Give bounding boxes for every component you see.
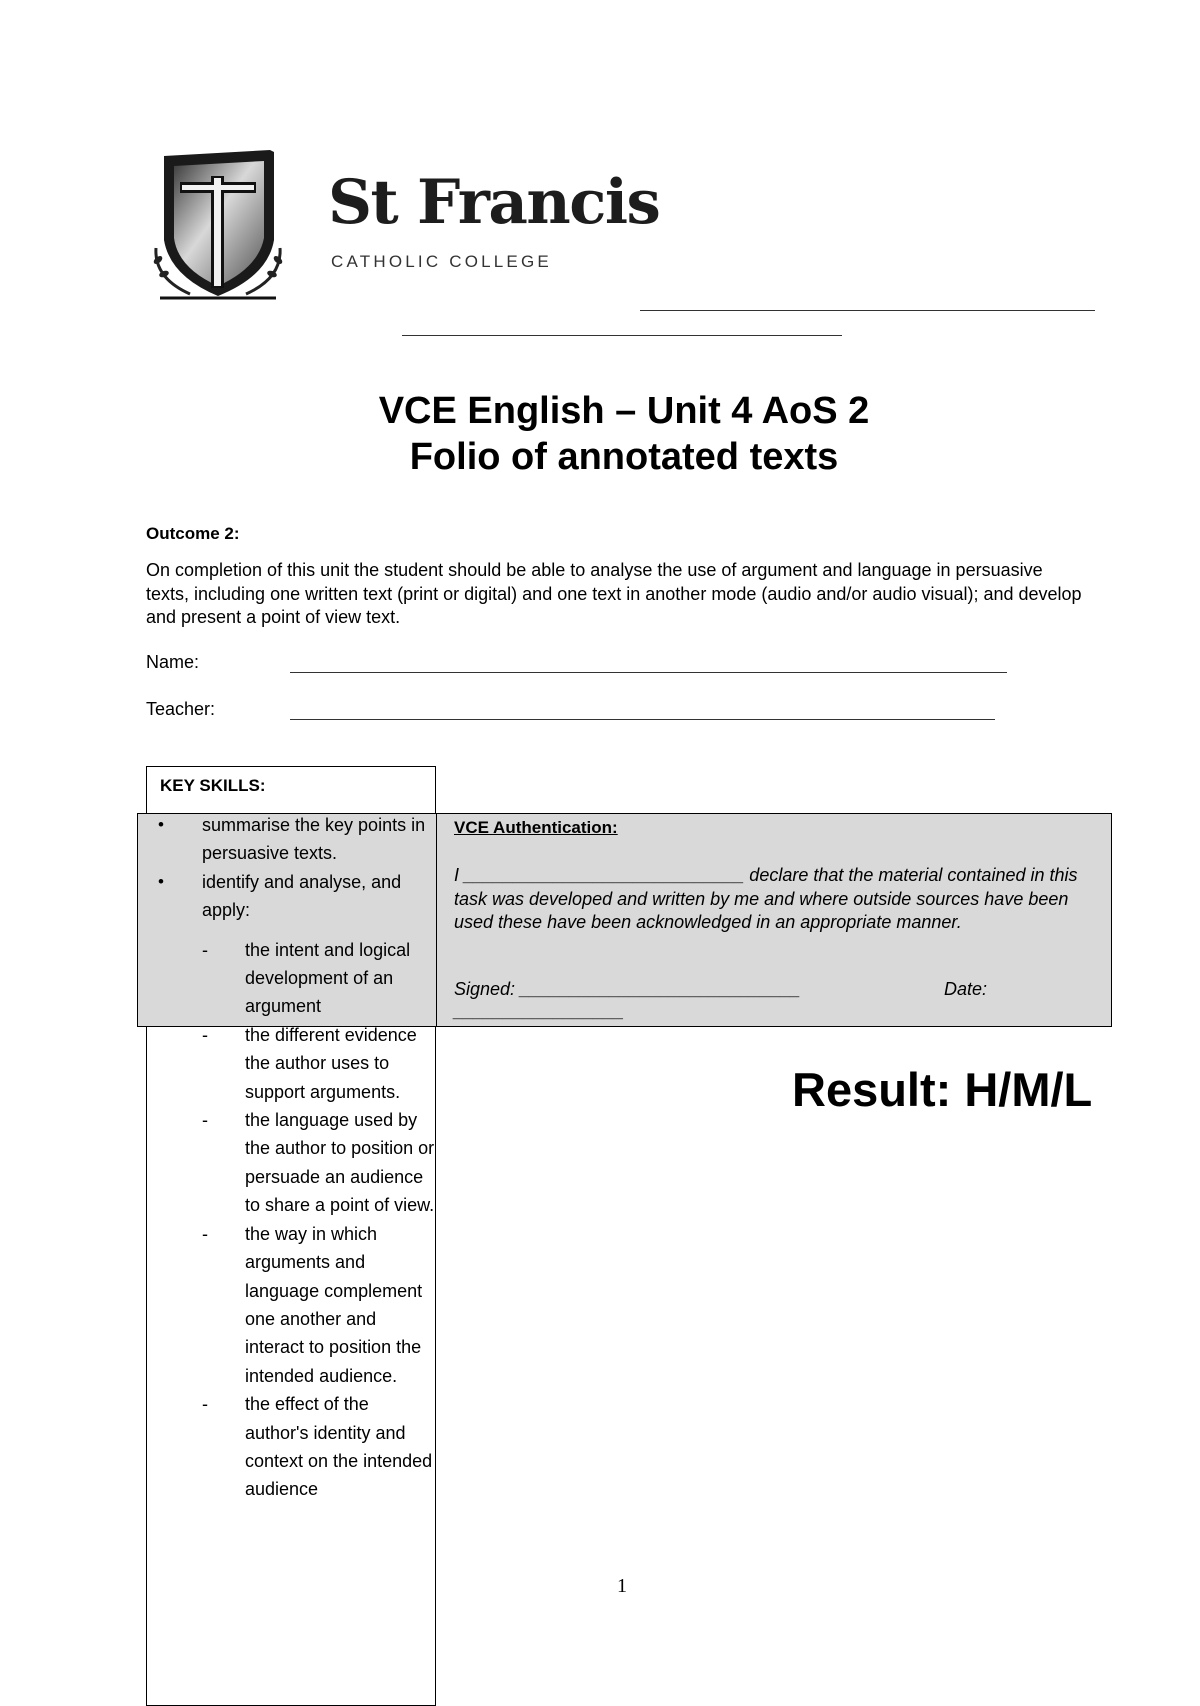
outcome-heading: Outcome 2:: [146, 524, 240, 543]
header-rule-lower: [402, 335, 842, 336]
college-crest-logo: [150, 148, 286, 302]
date-line[interactable]: _________________: [454, 1001, 625, 1021]
name-line[interactable]: [290, 672, 1007, 673]
key-skill-text: identify and analyse, and apply:: [202, 871, 402, 921]
header-rule-upper: [640, 310, 1095, 311]
key-skill-item: [154, 811, 436, 868]
document-title: VCE English – Unit 4 AoS 2: [378, 390, 870, 432]
college-subtitle: CATHOLIC COLLEGE: [331, 252, 552, 271]
document-subtitle: Folio of annotated texts: [409, 436, 839, 478]
dash-marker: -: [202, 1394, 208, 1415]
key-skills-list: [154, 811, 436, 1504]
signature-line[interactable]: Signed: ____________________________: [454, 979, 801, 999]
key-skill-subtext: the effect of the author's identity and context on the intended audience: [245, 1394, 433, 1500]
key-skill-subitem: [154, 1220, 436, 1390]
key-skill-subitem: [154, 1390, 436, 1504]
key-skills-heading: KEY SKILLS:: [160, 776, 266, 795]
page-number: 1: [617, 1575, 627, 1597]
dash-marker: -: [202, 939, 208, 960]
key-skill-subitem: [154, 1106, 436, 1220]
date-label: Date:: [944, 979, 988, 999]
key-skill-subtext: the different evidence the author uses to support arguments.: [245, 1024, 417, 1102]
result-heading: Result: H/M/L: [792, 1063, 1093, 1116]
college-name: St Francis: [328, 167, 660, 238]
authentication-heading: VCE Authentication:: [454, 818, 618, 837]
name-label: Name:: [146, 652, 200, 672]
bullet-marker: •: [158, 815, 164, 834]
key-skill-subitem: [154, 1021, 436, 1106]
key-skill-subtext: the language used by the author to position or persuade an audience to share a point of view.: [245, 1110, 435, 1216]
key-skill-item: [154, 868, 436, 925]
teacher-label: Teacher:: [146, 699, 216, 719]
dash-marker: -: [202, 1223, 208, 1244]
key-skill-subtext: the way in which arguments and language complement one another and interact to position the intended audience.: [245, 1223, 423, 1386]
dash-marker: -: [202, 1110, 208, 1131]
teacher-line[interactable]: [290, 719, 995, 720]
key-skill-text: summarise the key points in persuasive texts.: [202, 815, 426, 864]
key-skill-subitem: [154, 936, 436, 1021]
dash-marker: -: [202, 1024, 208, 1045]
panel-divider: [436, 814, 437, 1026]
bullet-marker: •: [158, 871, 164, 891]
authentication-declaration: I ____________________________ declare that the material contained in this task was developed and written by me and where outside sources have been used these have been acknowledged in an appropriate manner.: [454, 865, 1078, 932]
key-skill-subtext: the intent and logical development of an argument: [245, 939, 411, 1017]
outcome-description: On completion of this unit the student should be able to analyse the use of argument and language in persuasive texts, including one written text (print or digital) and one text in another mode (audio and/or audio visual); and develop and present a point of view text.: [146, 560, 1082, 627]
